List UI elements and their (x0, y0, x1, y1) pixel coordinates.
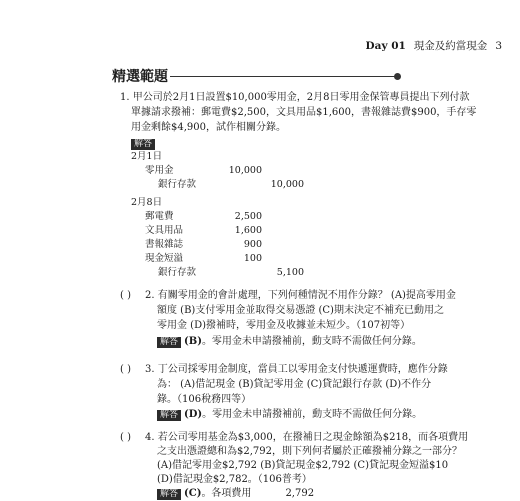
q1-entry-2-account: 銀行存款 (158, 179, 197, 190)
q1-text-1: 甲公司於2月1日設置$10,000零用金，2月8日零用金保管專員提出下列付款 (132, 92, 470, 103)
section-rule-end-dot (394, 73, 401, 80)
q1-entry-2-credit: 10,000 (270, 179, 304, 190)
page-header (366, 38, 502, 53)
q4-answer-amount: 2,792 (285, 488, 315, 499)
q3-line-2: 為： (A)借記現金 (B)貸記零用金 (C)貸記銀行存款 (D)不作分 (157, 379, 432, 390)
section-rule (170, 76, 398, 77)
q3-text-1: 丁公司採零用金制度，當員工以零用金支付快遞運費時，應作分錄 (157, 364, 448, 375)
q1-line-1 (120, 90, 470, 105)
q1-date-2: 2月8日 (131, 197, 163, 208)
q1-line-2: 單據請求撥補：郵電費$2,500，文具用品$1,600，書報雜誌費$900，手存零 (131, 107, 477, 118)
q4-line-3: (A)借記零用金$2,792 (B)貸記現金$2,792 (C)貸記現金短溢$10 (157, 460, 449, 471)
q3-answer (157, 407, 422, 422)
q3-line-3: 錄。（106稅務四等） (157, 394, 252, 405)
q4-text-1: 若公司零用基金為$3,000，在撥補日之現金餘額為$218，而各項費用 (157, 432, 469, 443)
q1-entry-5-account: 書報雜誌 (145, 239, 184, 250)
q2-line-2: 額度 (B)支付零用金並取得交易憑證 (C)期末決定不補充已動用之 (157, 305, 444, 316)
q4-line-4: (D)借記現金$2,782。（106普考） (157, 474, 312, 485)
q1-line-3: 用金剩餘$4,900，試作相關分錄。 (131, 122, 286, 133)
day-label: Day 01 (365, 40, 406, 52)
answer-badge: 解答 (131, 139, 155, 150)
q2-answer-text: 。零用金未申請撥補前，動支時不需做任何分錄。 (201, 336, 422, 347)
q4-line-1 (145, 430, 468, 445)
q1-number: 1. (120, 92, 130, 103)
q4-line-2: 之支出憑證總和為$2,792，則下列何者屬於正確撥補分錄之一部分？ (157, 446, 462, 457)
q2-answer (157, 334, 422, 349)
page-number: 3 (495, 40, 502, 52)
q2-line-3: 零用金 (D)撥補時，零用金及收據並未短少。（107初等） (157, 320, 411, 331)
q4-answer-text: 。各項費用 (201, 488, 252, 499)
q1-entry-6-debit: 100 (243, 253, 262, 264)
q3-answer-key: (D) (184, 409, 203, 420)
answer-badge: 解答 (157, 337, 181, 348)
answer-badge: 解答 (157, 410, 181, 421)
q1-entry-7-credit: 5,100 (276, 267, 304, 278)
q1-entry-5-debit: 900 (243, 239, 262, 250)
q1-date-1: 2月1日 (131, 151, 163, 162)
q1-entry-3-account: 郵電費 (145, 211, 174, 222)
chapter-title: 現金及約當現金 (413, 40, 488, 52)
q4-answer (157, 486, 314, 501)
q4-answer-key: (C) (184, 488, 202, 499)
q2-answer-key: (B) (184, 336, 202, 347)
section-title: 精選範題 (112, 69, 168, 85)
q2-answer-blank[interactable]: ( ) (120, 290, 131, 301)
q3-answer-text: 。零用金未申請撥補前，動支時不需做任何分錄。 (202, 409, 423, 420)
q1-entry-4-account: 文具用品 (145, 225, 184, 236)
q3-answer-blank[interactable]: ( ) (120, 364, 131, 375)
q2-line-1 (145, 288, 456, 303)
q3-number: 3. (145, 364, 155, 375)
q1-entry-1-debit: 10,000 (228, 165, 262, 176)
answer-badge: 解答 (157, 489, 181, 500)
q1-entry-7-account: 銀行存款 (158, 267, 197, 278)
section-heading (112, 66, 412, 88)
q1-entry-6-account: 現金短溢 (145, 253, 184, 264)
q1-entry-4-debit: 1,600 (234, 225, 262, 236)
q4-answer-blank[interactable]: ( ) (120, 432, 131, 443)
q3-line-1 (145, 362, 448, 377)
q1-answer-badge (131, 136, 158, 151)
q2-text-1: 有關零用金的會計處理，下列何種情況不用作分錄？ (A)提高零用金 (157, 290, 456, 301)
q1-entry-1-account: 零用金 (145, 165, 174, 176)
q4-number: 4. (145, 432, 155, 443)
q1-entry-3-debit: 2,500 (234, 211, 262, 222)
q2-number: 2. (145, 290, 155, 301)
